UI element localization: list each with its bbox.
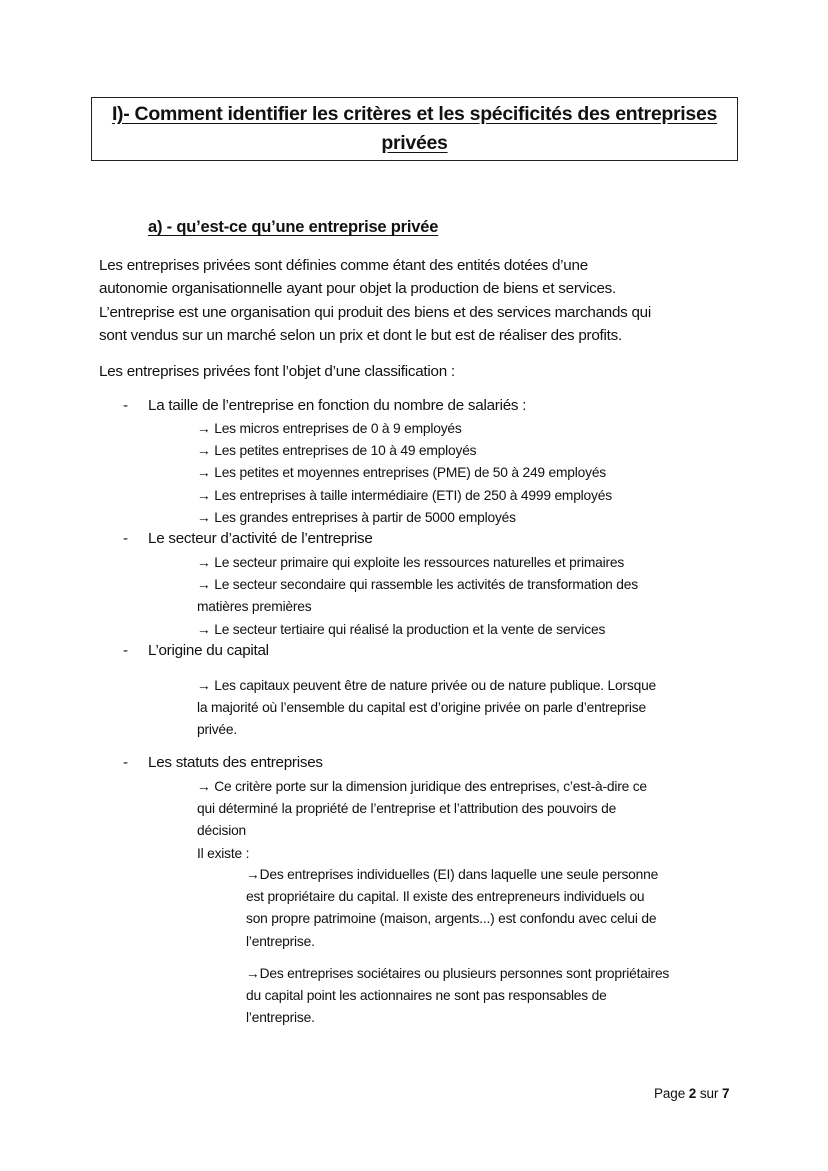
section-title-line-1: I)- Comment identifier les critères et les spécificités des entreprises bbox=[111, 103, 718, 125]
bullet-dash: - bbox=[123, 754, 129, 771]
criterion-sector-label: Le secteur d’activité de l’entreprise bbox=[148, 530, 373, 547]
intro-line: autonomie organisationnelle ayant pour objet la production de biens et services. bbox=[99, 280, 616, 298]
list-item: est propriétaire du capital. Il existe des entrepreneurs individuels ou bbox=[246, 889, 645, 905]
classification-intro: Les entreprises privées font l’objet d’une classification : bbox=[99, 363, 455, 380]
list-item: → Les petites et moyennes entreprises (PME) de 50 à 249 employés bbox=[197, 465, 606, 481]
bullet-dash: - bbox=[123, 397, 129, 414]
page-number bbox=[654, 1086, 729, 1101]
list-item: →Des entreprises sociétaires ou plusieurs personnes sont propriétaires bbox=[246, 966, 670, 981]
status-type-corporate bbox=[246, 963, 736, 1030]
current-page: 2 bbox=[688, 1086, 697, 1101]
list-item: → Les entreprises à taille intermédiaire (ETI) de 250 à 4999 employés bbox=[197, 487, 612, 503]
criterion-status-label: Les statuts des entreprises bbox=[148, 754, 323, 771]
intro-line: L’entreprise est une organisation qui produit des biens et des services marchands qui bbox=[99, 303, 651, 321]
section-title-line-2: privées bbox=[381, 132, 448, 154]
list-item: → Les micros entreprises de 0 à 9 employés bbox=[197, 421, 462, 436]
list-item: → Les petites entreprises de 10 à 49 employés bbox=[197, 443, 477, 459]
bullet-dash: - bbox=[123, 642, 129, 659]
list-item: la majorité où l’ensemble du capital est d’origine privée on parle d’entreprise bbox=[197, 700, 646, 716]
intro-line: sont vendus sur un marché selon un prix et dont le but est de réaliser des profits. bbox=[99, 326, 622, 344]
list-item: →Des entreprises individuelles (EI) dans laquelle une seule personne bbox=[246, 867, 659, 882]
status-type-individual bbox=[246, 864, 736, 953]
list-item: Il existe : bbox=[197, 845, 250, 861]
list-item: matières premières bbox=[197, 599, 312, 615]
list-item: → Le secteur secondaire qui rassemble les activités de transformation des bbox=[197, 577, 638, 593]
list-item: du capital point les actionnaires ne sont pas responsables de bbox=[246, 988, 607, 1004]
criterion-status-list bbox=[197, 776, 737, 865]
list-item: qui déterminé la propriété de l’entreprise et l’attribution des pouvoirs de bbox=[197, 801, 617, 817]
criterion-capital-list bbox=[197, 675, 737, 742]
list-item: l’entreprise. bbox=[246, 933, 315, 949]
bullet-dash: - bbox=[123, 530, 129, 547]
list-item: privée. bbox=[197, 722, 238, 738]
list-item: → Ce critère porte sur la dimension juridique des entreprises, c’est-à-dire ce bbox=[197, 779, 647, 794]
list-item: décision bbox=[197, 823, 247, 839]
list-item: → Les capitaux peuvent être de nature privée ou de nature publique. Lorsque bbox=[197, 678, 657, 693]
criterion-sector-list bbox=[197, 552, 737, 641]
intro-line: Les entreprises privées sont définies comme étant des entités dotées d’une bbox=[99, 257, 588, 274]
list-item: → Le secteur tertiaire qui réalisé la production et la vente de services bbox=[197, 621, 606, 637]
list-item: l’entreprise. bbox=[246, 1010, 315, 1026]
intro-paragraph bbox=[99, 254, 739, 347]
of-word: sur bbox=[699, 1086, 719, 1101]
list-item: → Les grandes entreprises à partir de 5000 employés bbox=[197, 509, 516, 525]
list-item: → Le secteur primaire qui exploite les ressources naturelles et primaires bbox=[197, 555, 625, 570]
page-word: Page bbox=[654, 1086, 686, 1101]
total-pages: 7 bbox=[722, 1086, 730, 1101]
section-title-box bbox=[91, 97, 738, 161]
list-item: son propre patrimoine (maison, argents...) est confondu avec celui de bbox=[246, 911, 657, 927]
criterion-size-list bbox=[197, 418, 737, 529]
criterion-capital-label: L’origine du capital bbox=[148, 642, 269, 659]
criterion-size-label: La taille de l’entreprise en fonction du nombre de salariés : bbox=[148, 397, 527, 414]
subheading: a) - qu’est-ce qu’une entreprise privée bbox=[148, 218, 439, 236]
